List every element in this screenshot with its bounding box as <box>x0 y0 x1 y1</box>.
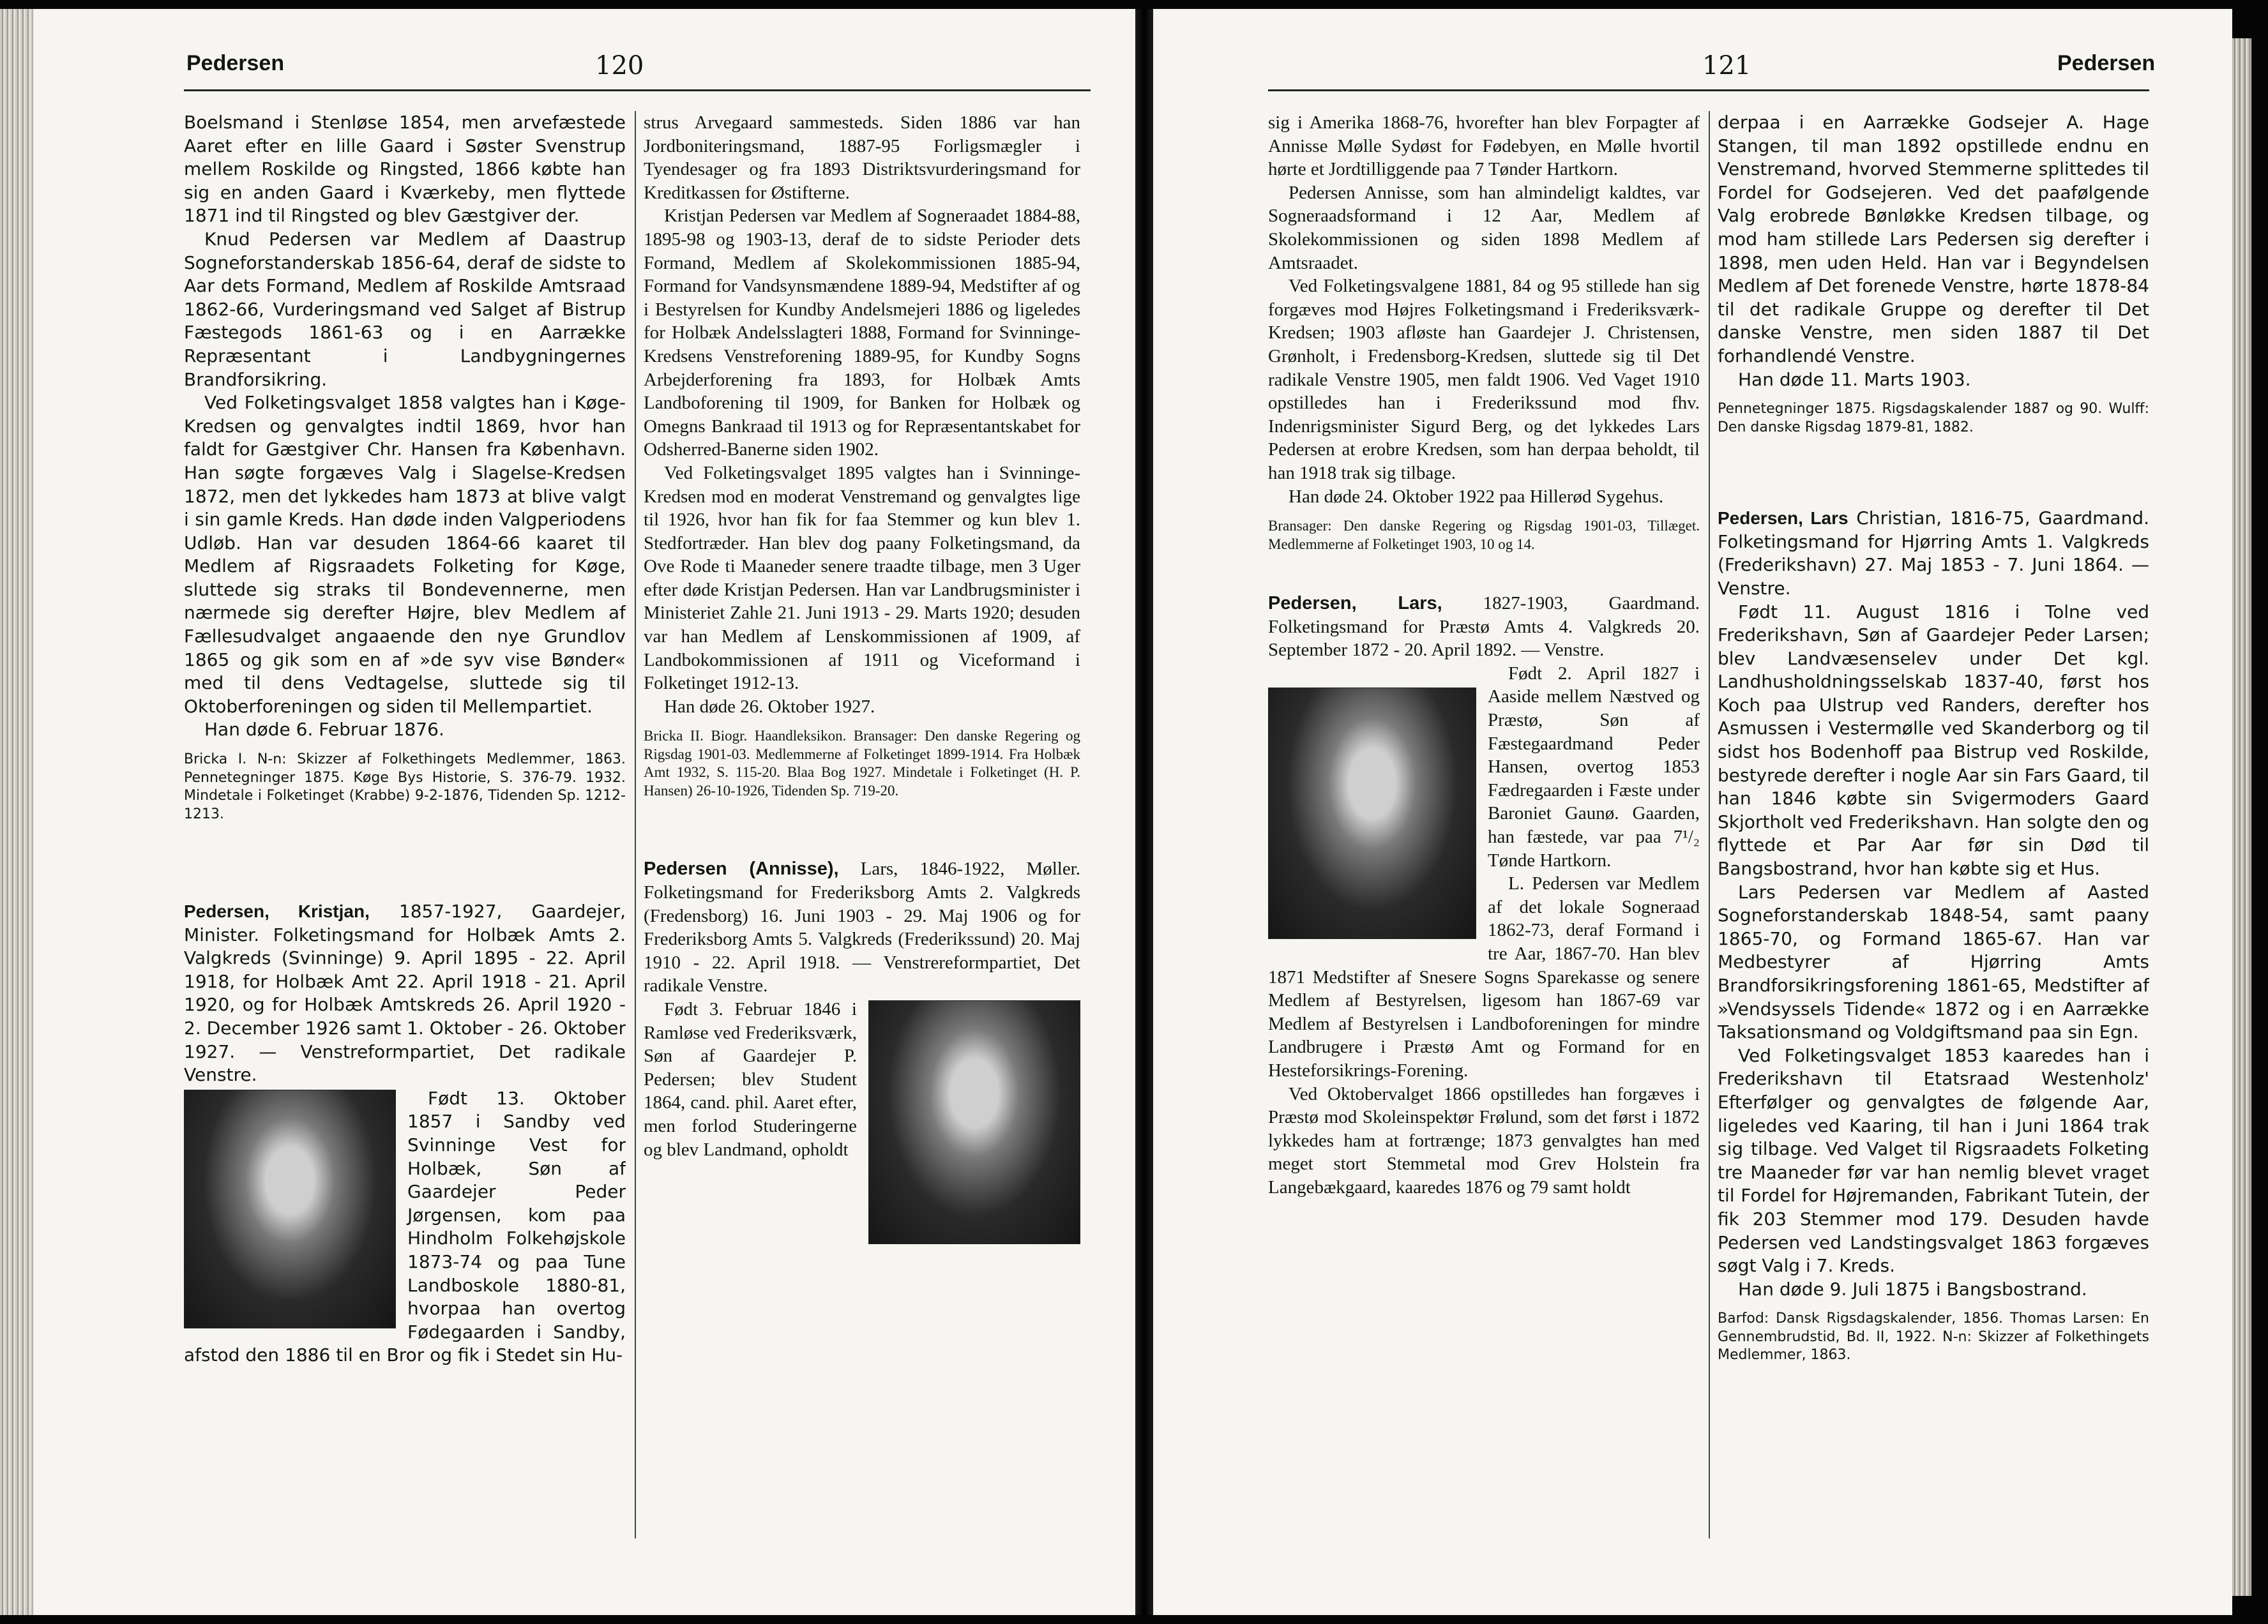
paragraph: Ved Folketingsvalgene 1881, 84 og 95 stillede han sig forgæves mod Højres Folketingsmand i Frederiksværk-Kredsen; 1903 afløste han Gaardejer J. Christensen, Grønholt, i Fredensborg-Kredsen, sluttede sig til Det radikale Venstre 1905, men faldt 1906. Ved Vaget 1910 opstilledes han i Frederikssund mod fhv. Indenrigsminister Sigurd Berg, og det lykkedes Lars Pedersen at erobre Kredsen, som han derpaa beholdt, til han 1918 trak sig tilbage. <box>1268 276 1700 483</box>
right-page-edge <box>2232 38 2251 1596</box>
paragraph: Født 11. August 1816 i Tolne ved Frederikshavn, Søn af Gaardejer Peder Larsen; blev Landvæsenselev under Det kgl. Landhusholdningsselskab 1837-40, først hos Koch paa Ulstrup ved Randers, derefter hos Asmussen i Vestermølle ved Skanderborg og til sidst hos Bodenhoff paa Bistrup ved Roskilde, bestyrede derefter i nogle Aar sin Fars Gaard, til han 1846 købte sin Svigermoders Gaard Skjortholt ved Frederikshavn. Han solgte den og flyttede et Par Aar før sin Død til Bangsbostrand, hvor han købte sig et Hus. <box>1718 601 2149 880</box>
entry-intro: 1827-1903, Gaardmand. Folketingsmand for Præstø Amts 4. Valgkreds 20. September 1872 - 20. April 1892. — Venstre. <box>1268 593 1700 661</box>
running-head: Pedersen <box>2057 51 2156 75</box>
entry-gap <box>1268 553 1700 592</box>
column-separator <box>1709 111 1710 1538</box>
paragraph: Lars Pedersen var Medlem af Aasted Sogneforstanderskab 1848-54, samt paany 1865-70, og Formand 1865-67. Han var Medbestyrer af Hjørring Amts Brandforsikringsforening 1861-65, Medstifter af »Vendsyssels Tidende« 1872 og i en Aarrække Taksationsmand og Voldgiftsmand paa sin Egn. <box>1718 881 2149 1043</box>
page-number: 121 <box>1702 51 1751 80</box>
paragraph: Ved Oktobervalget 1866 opstilledes han forgæves i Præstø mod Skoleinspektør Frølund, som det først i 1872 lykkedes ham at fortrænge; 1873 genvalgtes han med meget stort Stemmetal mod Grev Holstein fra Langebækgaard, kaaredes 1876 og 79 samt holdt <box>1268 1083 1700 1198</box>
paragraph: Født 3. Februar 1846 i Ramløse ved Frederiksværk, Søn af Gaardejer P. Pedersen; blev Student 1864, cand. phil. Aaret efter, men forlod Studeringerne og blev Landmand, opholdt <box>644 999 857 1160</box>
page-number: 120 <box>595 51 644 80</box>
portrait-photo <box>184 1090 396 1328</box>
entry-name: Pedersen, Lars <box>1718 508 1848 529</box>
column-separator <box>635 111 636 1538</box>
right-page-column-2 <box>1718 111 2149 1545</box>
entry-name: Pedersen, Kristjan, <box>184 901 370 922</box>
left-page-column-2 <box>644 111 1080 1545</box>
entry-intro: 1857-1927, Gaardejer, Minister. Folketingsmand for Holbæk Amts 2. Valgkreds (Svinninge) 9. April 1895 - 22. April 1918, for Holbæk Amt 22. April 1918 - 21. April 1920, og for Holbæk Amtskreds 26. April 1920 - 2. December 1926 samt 1. Oktober - 26. Oktober 1927. — Venstreformpartiet, Det radikale Venstre. <box>184 901 626 1086</box>
paragraph: Knud Pedersen var Medlem af Daastrup Sogneforstanderskab 1856-64, deraf de sidste to Aar dets Formand, Medlem af Roskilde Amtsraad 1862-66, Vurderingsmand ved Salget af Bistrup Fæstegods 1861-63 og i en Aarrække Repræsentant i Landbygningernes Brandforsikring. <box>184 228 626 390</box>
right-page <box>1153 9 2232 1615</box>
portrait-photo <box>1268 688 1476 939</box>
entry-intro: Christian, 1816-75, Gaardmand. Folketingsmand for Hjørring Amts 1. Valgkreds (Frederikshavn) 27. Maj 1853 - 7. Juni 1864. — Venstre. <box>1718 508 2149 599</box>
header-rule <box>1268 89 2149 91</box>
entry-heading <box>1268 592 1700 662</box>
references: Bransager: Den danske Regering og Rigsdag 1901-03, Tillæget. Medlemmerne af Folketinget 1903, 10 og 14. <box>1268 518 1700 552</box>
running-head: Pedersen <box>186 51 285 75</box>
left-page-column-1 <box>184 111 626 1545</box>
paragraph: L. Pedersen var Medlem af det lokale Sogneraad 1862-73, deraf Formand i tre Aar, 1867-70. Han blev 1871 Medstifter af Snesere Sogns Sparekasse og senere Medlem af Bestyrelsen, ligesom han 1867-69 var Medlem af Bestyrelsen i Landboforeningen for mindre Landbrugere i Præstø Amt og Formand for en Hesteforsikrings-Forening. <box>1268 873 1700 1081</box>
references: Bricka I. N-n: Skizzer af Folkethingets Medlemmer, 1863. Pennetegninger 1875. Køge Bys Historie, S. 376-79. 1932. Mindetale i Folketinget (Krabbe) 9-2-1876, Tidenden Sp. 1212-1213. <box>184 751 626 822</box>
references: Barfod: Dansk Rigsdagskalender, 1856. Thomas Larsen: En Gennembrudstid, Bd. II, 1922. N-n: Skizzer af Folkethingets Medlemmer, 1863. <box>1718 1311 2149 1364</box>
paragraph: strus Arvegaard sammesteds. Siden 1886 var han Jordboniteringsmand, 1887-95 Forligsmægler i Tyendesager og fra 1893 Distriktsvurderingsmand for Kreditkassen for Østifterne. <box>644 112 1080 203</box>
entry-heading <box>1718 507 2149 600</box>
paragraph: Født 2. April 1827 i Aaside mellem Næstved og Præstø, Søn af Fæstegaardmand Peder Hansen, overtog 1853 Fædregaarden i Fæste under Baroniet Gaunø. Gaarden, han fæstede, var paa 7¹/₂ Tønde Hartkorn. <box>1488 663 1700 871</box>
paragraph: Han døde 24. Oktober 1922 paa Hillerød Sygehus. <box>1289 486 1664 507</box>
entry-gap <box>184 823 626 900</box>
paragraph: Kristjan Pedersen var Medlem af Sogneraadet 1884-88, 1895-98 og 1903-13, deraf de to sidste Perioder dets Formand, Medlem af Skolekommissionen 1885-94, Formand for Vandsynsmændene 1889-94, Medstifter af og i Bestyrelsen for Kundby Andelsmejeri 1886 og ligeledes for Holbæk Andelsslagteri 1888, Formand for Svinninge-Kredsens Venstreforening 1889-95, for Kundby Sogns Arbejderforening fra 1893, for Holbæk Amts Landboforening til 1909, for Banken for Holbæk og Omegns Bankraad til 1913 og for Repræsentantskabet for Odsherred-Banerne siden 1902. <box>644 206 1080 460</box>
entry-gap <box>1718 437 2149 507</box>
paragraph: Født 13. Oktober 1857 i Sandby ved Svinninge Vest for Holbæk, Søn af Gaardejer Peder Jørgensen, kom paa Hindholm Folkehøjskole 1873-74 og paa Tune Landboskole 1880-81, hvorpaa han overtog Fødegaarden i Sandby, afstod den 1886 til en Bror og fik i Stedet sin Hu- <box>184 1087 626 1366</box>
references: Bricka II. Biogr. Haandleksikon. Bransager: Den danske Regering og Rigsdag 1901-03. Medlemmerne af Folketinget 1899-1914. Fra Holbæk Amt 1932, S. 115-20. Blaa Bog 1927. Mindetale i Folketinget (H. P. Hansen) 26-10-1926, Tidenden Sp. 719-20. <box>644 728 1080 799</box>
left-page <box>33 9 1135 1615</box>
entry-intro: Lars, 1846-1922, Møller. Folketingsmand for Frederiksborg Amts 2. Valgkreds (Fredensborg) 16. Juni 1903 - 29. Maj 1906 og for Frederiksborg Amts 5. Valgkreds (Frederikssund) 20. Maj 1910 - 22. April 1918. — Venstrereformpartiet, Det radikale Venstre. <box>644 859 1080 996</box>
entry-heading <box>184 900 626 1087</box>
paragraph: Han døde 6. Februar 1876. <box>204 719 444 741</box>
entry-heading <box>644 857 1080 998</box>
paragraph: Han døde 9. Juli 1875 i Bangsbostrand. <box>1738 1278 2087 1300</box>
entry-name: Pedersen, Lars, <box>1268 593 1442 614</box>
paragraph: Ved Folketingsvalget 1853 kaaredes han i Frederikshavn til Etatsraad Westenholz' Efterfølger og genvalgtes de følgende Aar, ligeledes ved Kaaring, til han i Juni 1864 trak sig tilbage. Ved Valget til Rigsraadets Folketing tre Maaneder før var han nemlig blevet vraget til Fordel for Højremanden, Fabrikant Tutein, der fik 203 Stemmer mod 179. Desuden havde Pedersen ved Landstingsvalget 1863 forgæves søgt Valg i 7. Kreds. <box>1718 1044 2149 1277</box>
book-gutter <box>1135 9 1153 1615</box>
paragraph: Pedersen Annisse, som han almindeligt kaldtes, var Sogneraadsformand i 12 Aar, Medlem af Skolekommissionen og siden 1898 Medlem af Amtsraadet. <box>1268 182 1700 273</box>
right-page-column-1 <box>1268 111 1700 1545</box>
paragraph: sig i Amerika 1868-76, hvorefter han blev Forpagter af Annisse Mølle Sydøst for Fødebyen, en Mølle hvortil hørte et Jordtilliggende paa 7 Tønder Hartkorn. <box>1268 112 1700 180</box>
paragraph: derpaa i en Aarrække Godsejer A. Hage Stangen, til man 1892 opstillede endnu en Venstremand, hvorved Stemmerne splittedes til Fordel for Godsejeren. Ved det paafølgende Valg erobrede Bønløkke Kredsen tilbage, og mod ham stillede Lars Pedersen sig derefter i 1898, men uden Held. Han var i Begyndelsen Medlem af Det forenede Venstre, hørte 1878-84 til det radikale Gruppe og derefter til Det danske Venstre, men siden 1887 til Det forhandlendé Venstre. <box>1718 112 2149 366</box>
entry-name: Pedersen (Annisse), <box>644 859 839 880</box>
paragraph: Ved Folketingsvalget 1895 valgtes han i Svinninge-Kredsen mod en moderat Venstremand og genvalgtes lige til 1926, hvor han fik for faa Stemmer og kun blev 1. Stedfortræder. Han blev dog paany Folketingsmand, da Ove Rode ti Maaneder senere traadte tilbage, men 3 Uger efter døde Kristjan Pedersen. Han var Landbrugsminister i Ministeriet Zahle 21. Juni 1913 - 29. Marts 1920; desuden var han Medlem af Lenskommissionen af 1909, af Landbokommissionen af 1911 og Viceformand i Folketinget 1912-13. <box>644 462 1080 694</box>
entry-gap <box>644 800 1080 857</box>
paragraph: Ved Folketingsvalget 1858 valgtes han i Køge-Kredsen og genvalgtes indtil 1869, hvor han faldt for Gæstgiver Chr. Hansen fra København. Han søgte forgæves Valg i Slagelse-Kredsen 1872, men det lykkedes ham 1873 at blive valgt i sin gamle Kreds. Han døde inden Valgperiodens Udløb. Han var desuden 1864-66 kaaret til Medlem af Rigsraadets Folketing for Køge, sluttede sig straks til Bondevennerne, men nærmede sig derefter Højre, blev Medlem af Fællesudvalget angaaende den nye Grundlov 1865 og gik som en af »de syv vise Bønder« med til dens Vedtagelse, sluttede sig til Oktoberforeningen og siden til Mellempartiet. <box>184 392 626 717</box>
paragraph: Han døde 11. Marts 1903. <box>1738 368 1971 390</box>
left-page-edge <box>0 9 33 1615</box>
paragraph: Boelsmand i Stenløse 1854, men arvefæstede Aaret efter en lille Gaard i Søster Svenstrup mellem Roskilde og Ringsted, 1866 købte han sig en anden Gaard i Kværkeby, men flyttede 1871 ind til Ringsted og blev Gæstgiver der. <box>184 112 626 227</box>
paragraph: Han døde 26. Oktober 1927. <box>664 696 875 717</box>
portrait-photo <box>868 1000 1080 1244</box>
references: Pennetegninger 1875. Rigsdagskalender 1887 og 90. Wulff: Den danske Rigsdag 1879-81, 1882. <box>1718 401 2149 435</box>
header-rule <box>184 89 1091 91</box>
